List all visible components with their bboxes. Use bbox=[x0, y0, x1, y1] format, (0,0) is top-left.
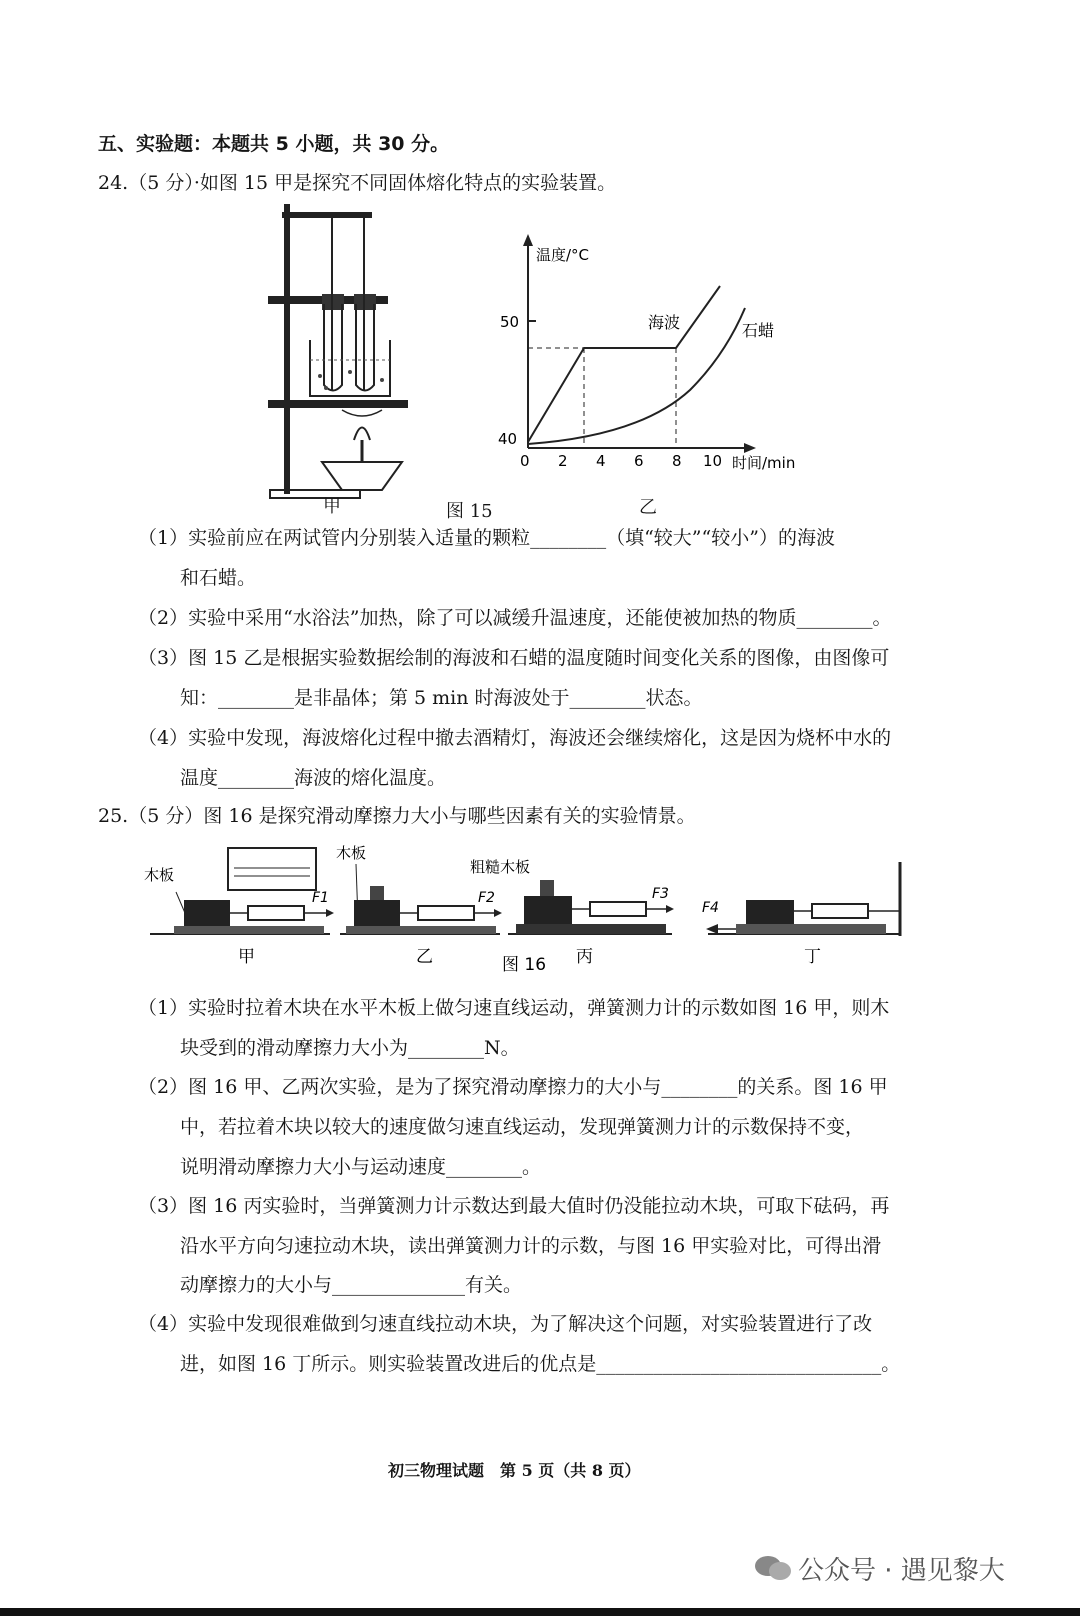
fig16-diagram bbox=[140, 838, 940, 975]
q25-stem: 25.（5 分）图 16 是探究滑动摩擦力大小与哪些因素有关的实验情景。 bbox=[98, 805, 696, 827]
graph-haibo-label: 海波 bbox=[648, 313, 681, 332]
graph-xtick-10: 10 bbox=[703, 452, 723, 470]
graph-xtick-0: 0 bbox=[520, 452, 530, 470]
q25-sub2-line3: 说明滑动摩擦力大小与运动速度________。 bbox=[180, 1156, 542, 1178]
q25-sub1-line1: （1）实验时拉着木块在水平木板上做匀速直线运动，弹簧测力计的示数如图 16 甲，则木 bbox=[138, 997, 890, 1019]
graph-xtick-2: 2 bbox=[558, 452, 568, 470]
graph-ytick-50: 50 bbox=[500, 313, 520, 331]
q24-stem: 24.（5 分）·如图 15 甲是探究不同固体熔化特点的实验装置。 bbox=[98, 172, 617, 194]
wechat-icon bbox=[753, 1553, 793, 1583]
fig16-board-label-1: 木板 bbox=[144, 866, 175, 884]
graph-ytick-40: 40 bbox=[498, 430, 518, 448]
fig16-force-1: F1 bbox=[312, 890, 329, 906]
watermark: 公众号 · 遇见黎大 bbox=[798, 1556, 1005, 1586]
graph-ylabel: 温度/°C bbox=[536, 246, 590, 264]
fig16-label-jia: 甲 bbox=[238, 947, 255, 967]
fig15-label-jia: 甲 bbox=[323, 496, 341, 517]
bottom-edge bbox=[0, 1608, 1080, 1616]
fig16-board-label-2: 木板 bbox=[336, 844, 367, 862]
q24-sub1-line1: （1）实验前应在两试管内分别装入适量的颗粒________（填“较大”“较小”）的海波 bbox=[138, 527, 835, 549]
q25-sub3-line3: 动摩擦力的大小与______________有关。 bbox=[180, 1274, 523, 1296]
graph-xtick-6: 6 bbox=[634, 452, 644, 470]
q24-sub4-line1: （4）实验中发现，海波熔化过程中撤去酒精灯，海波还会继续熔化，这是因为烧杯中水的 bbox=[138, 727, 892, 749]
q24-sub3-line1: （3）图 15 乙是根据实验数据绘制的海波和石蜡的温度随时间变化关系的图像，由图像可 bbox=[138, 647, 890, 669]
fig15-graph bbox=[500, 230, 830, 510]
fig16-board-label-3: 粗糙木板 bbox=[470, 858, 531, 876]
q25-sub3-line1: （3）图 16 丙实验时，当弹簧测力计示数达到最大值时仍没能拉动木块，可取下砝码，再 bbox=[138, 1195, 890, 1217]
fig15-caption: 图 15 bbox=[446, 501, 493, 522]
fig16-label-bing: 丙 bbox=[576, 947, 593, 967]
q24-sub2: （2）实验中采用“水浴法”加热，除了可以减缓升温速度，还能使被加热的物质________。 bbox=[138, 607, 892, 629]
graph-xlabel: 时间/min bbox=[732, 454, 796, 472]
fig16-label-yi: 乙 bbox=[416, 947, 433, 967]
q24-sub3-line2: 知：________是非晶体；第 5 min 时海波处于________状态。 bbox=[180, 687, 703, 709]
fig16-caption: 图 16 bbox=[502, 955, 547, 975]
q25-sub2-line1: （2）图 16 甲、乙两次实验，是为了探究滑动摩擦力的大小与________的关系。图 16 甲 bbox=[138, 1076, 888, 1098]
fig16-force-2: F2 bbox=[478, 890, 495, 906]
q24-sub1-line2: 和石蜡。 bbox=[180, 567, 257, 589]
graph-xtick-4: 4 bbox=[596, 452, 606, 470]
shila-curve bbox=[528, 308, 745, 444]
haibo-curve bbox=[528, 286, 720, 442]
q25-sub4-line1: （4）实验中发现很难做到匀速直线拉动木块，为了解决这个问题，对实验装置进行了改 bbox=[138, 1313, 873, 1335]
q25-sub3-line2: 沿水平方向匀速拉动木块，读出弹簧测力计的示数，与图 16 甲实验对比，可得出滑 bbox=[180, 1235, 882, 1257]
page-footer: 初三物理试题 第 5 页（共 8 页） bbox=[388, 1461, 641, 1480]
q25-sub1-line2: 块受到的滑动摩擦力大小为________N。 bbox=[180, 1037, 520, 1059]
fig16-force-3: F3 bbox=[652, 886, 669, 902]
section-title: 五、实验题：本题共 5 小题，共 30 分。 bbox=[98, 133, 450, 155]
graph-shila-label: 石蜡 bbox=[742, 321, 775, 340]
fig16-label-ding: 丁 bbox=[804, 947, 821, 967]
fig15-label-yi: 乙 bbox=[639, 497, 657, 518]
q25-sub2-line2: 中，若拉着木块以较大的速度做匀速直线运动，发现弹簧测力计的示数保持不变， bbox=[180, 1116, 865, 1138]
graph-xtick-8: 8 bbox=[672, 452, 682, 470]
q24-sub4-line2: 温度________海波的熔化温度。 bbox=[180, 767, 447, 789]
q25-sub4-line2: 进，如图 16 丁所示。则实验装置改进后的优点是______________________________。 bbox=[180, 1353, 901, 1375]
fig16-force-4: F4 bbox=[702, 900, 719, 916]
fig15-apparatus bbox=[262, 200, 422, 520]
